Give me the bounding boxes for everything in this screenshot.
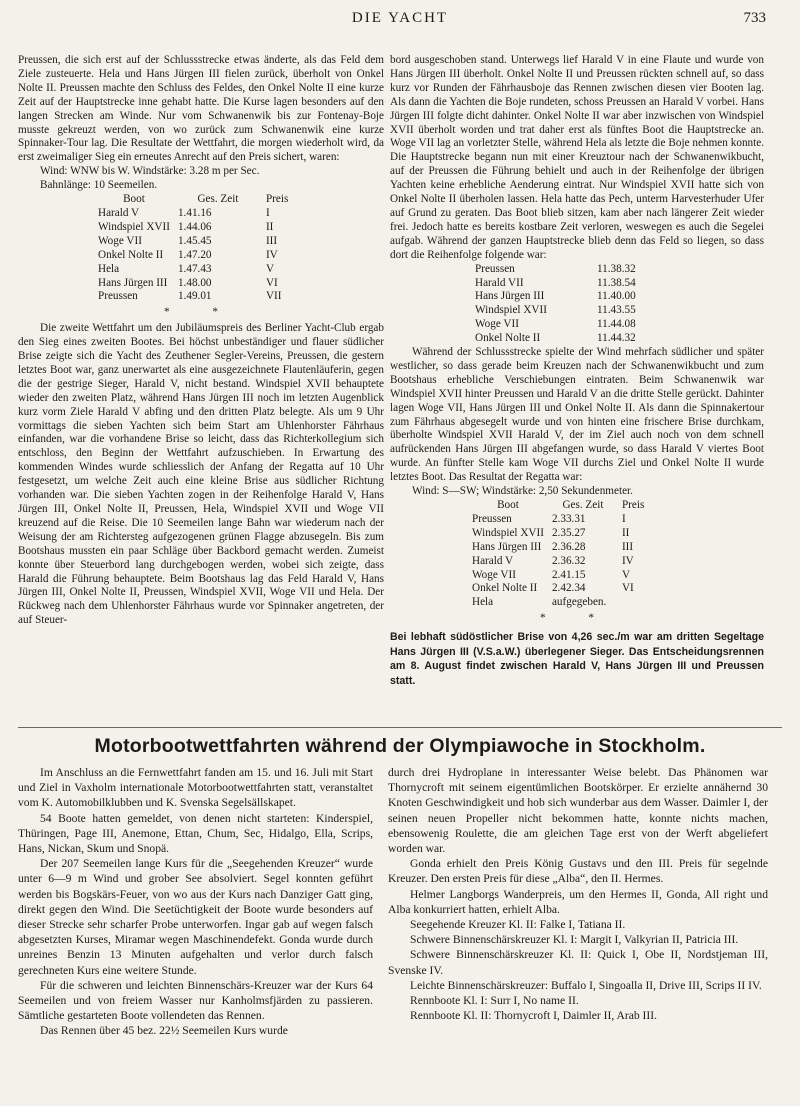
paragraph: Leichte Binnenschärskreuzer: Buffalo I, Singoalla II, Drive III, Scrips II IV.	[410, 978, 762, 992]
cell-prize: II	[265, 220, 274, 233]
cell-time: 1.49.01	[177, 290, 212, 303]
page-header	[0, 10, 800, 32]
paragraph: Das Rennen über 45 bez. 22½ Seemeilen Kurs wurde	[40, 1024, 288, 1038]
cell-time: 1.41.16	[177, 206, 212, 219]
paragraph: Der 207 Seemeilen lange Kurs für die „Seegehenden Kreuzer“ wurde unter 6—9 m Wind und grober See absolviert. Segel konnten geführt werden bis Bogskärs-Feuer, von wo aus der Kurs nach Danziger Gatt ging, direkt gegen den Wind. Die Seetüchtigkeit der Boote wurde besonders auf dieser Strecke sehr scharfer Probe unterworfen. Ingar gab auf wegen falsch abgesetzten Kurses, Miramar wegen Maschinendefekt. Gonda wurde durch unreines Benzin 13 Minuten aufgehalten und verlor durch falsch gerechneten Kurs eine weitere Stunde.	[18, 857, 373, 977]
table-row	[472, 596, 652, 610]
cell-boat: Hela	[472, 596, 494, 609]
cell-boat: Onkel Nolte II	[98, 248, 164, 261]
cell-boat: Preussen	[98, 290, 138, 303]
cell-time: 1.45.45	[177, 234, 212, 247]
cell-prize: VII	[265, 290, 282, 303]
cell-prize	[622, 596, 652, 610]
paragraph: Die zweite Wettfahrt um den Jubiläumspreis des Berliner Yacht-Club ergab den Sieg eines zweiten Bootes. Bei höchst unbeständiger und flauer südlicher Brise zeigte sich die Yacht des Zeuthener Segler-Vereins, Preussen, die gestern letztes Boot war, ganz unerwartet als eine ausgezeichnete Flautenläuferin, gegen die der gestrige Sieger, Harald V, nicht bestand. Windspiel XVII behauptete wieder den zweiten Platz, während Hans Jürgen III noch im letzten Augenblick kurz vorm Ziele Harald V abfing und den dritten Platz belegte. Als um 9 Uhr vormittags die sieben Yachten sich beim Start am Uhlenhorster Fährhaus einfanden, war die vorhandene Brise so leicht, dass das Richterkollegium sich entschloss, den Beginn der Wettfahrt aufzuschieben. In Erwartung des kommenden Windes wurde schliesslich der Anfang der Regatta auf 10 Uhr festgesetzt, um welche Zeit auch eine kleine Brise aus südlicher Richtung vorhanden war. Die sieben Yachten zogen in der Reihenfolge Harald V, Hans Jürgen III, Onkel Nolte II, Preussen, Hela, Windspiel XVII und Woge VII kreuzend auf die Reise. Die 10 Seemeilen lange Bahn war wiederum nach der Weisung der am Richtersteg aufgezogenen grünen Flagge abzusegeln. Bis zum Bootshaus mussten ein paar Schläge über Backbord gemacht werden. Zumeist konnte über Steuerbord lang durchgebogen werden, wobei sich zeigte, dass Harald die Führung behauptete. Beim Bootshaus lag das Feld Harald V, Hans Jürgen III, Onkel Nolte II, Preussen, Windspiel XVII, Woge VII und Hela. Der Rückweg nach dem Uhlenhorster Fährhaus wurde vor Spinnaker angetreten, der auf Steuer-	[18, 322, 384, 627]
cell-boat: Hans Jürgen III	[472, 540, 542, 553]
cell-boat: Onkel Nolte II	[472, 582, 538, 595]
cell-time: 11.43.55	[596, 304, 636, 317]
cell-time: 11.44.32	[596, 332, 636, 345]
wind-info: Wind: S—SW; Windstärke: 2,50 Sekundenmeter.	[412, 485, 633, 498]
table-row	[98, 249, 296, 263]
table-header-row	[98, 193, 296, 207]
cell-boat: Woge VII	[475, 318, 519, 331]
table-row	[98, 277, 296, 291]
cell-boat: Windspiel XVII	[98, 220, 170, 233]
table-header-row	[472, 499, 652, 513]
cell-prize: VI	[265, 276, 278, 289]
page-number: 733	[743, 10, 766, 26]
cell-time: 2.35.27	[551, 526, 586, 539]
article-title: Motorbootwettfahrten während der Olympiawoche in Stockholm.	[94, 735, 706, 757]
cell-time: 1.44.06	[177, 220, 212, 233]
column-top-right	[390, 54, 764, 688]
paragraph: Gonda erhielt den Preis König Gustavs und den III. Preis für segelnde Kreuzer. Den ersten Preis für diese „Alba“, den II. Hermes.	[388, 857, 768, 886]
paragraph: Rennboote Kl. I: Surr I, No name II.	[410, 994, 579, 1008]
table-row	[98, 290, 296, 304]
table-row	[98, 207, 296, 221]
cell-boat: Hans Jürgen III	[475, 290, 545, 303]
cell-boat: Harald V	[472, 554, 514, 567]
paragraph: 54 Boote hatten gemeldet, von denen nicht starteten: Kinderspiel, Thüringen, Page III, Anemone, Ettan, Chum, Sec, Hidalgo, Ella, Scrips, Hans, Nickan, Skum und Snopä.	[18, 811, 373, 856]
table-row	[98, 235, 296, 249]
journal-title: DIE YACHT	[351, 10, 449, 26]
col-head-time: Ges. Zeit	[562, 499, 604, 511]
cell-prize: II	[621, 526, 630, 539]
section-separator: * *	[164, 306, 238, 319]
cell-boat: Woge VII	[472, 568, 516, 581]
cell-boat: Harald V	[98, 206, 140, 219]
col-head-prize: Preis	[265, 193, 289, 206]
cell-prize: IV	[265, 248, 278, 261]
results-table-second-race	[472, 499, 652, 610]
table-row	[472, 527, 652, 541]
paragraph: Preussen, die sich erst auf der Schlussstrecke etwas änderte, als das Feld dem Ziele zusteuerte. Hela und Hans Jürgen III fielen zurück, überholt von Onkel Nolte II. Preussen machte den Schluss des Feldes, den Onkel Nolte II eine kurze Zeit auf der Hauptstrecke inne gehabt hatte. Die Kurse lagen besonders auf den langen Strecken am Winde. Nur vom Schwanenwik bis zur Fontenay-Boje musste gekreuzt werden, von wo zurück zum Schwanenwik eine kurze Spinnaker-Tour lag. Die Resultate der Wettfahrt, die morgen wiederholt wird, da erst zweimaliger Sieg ein erneutes Anrecht auf den Preis sichert, waren:	[18, 54, 384, 164]
cell-time: 2.36.32	[551, 554, 586, 567]
cell-boat: Preussen	[472, 512, 512, 525]
cell-boat: Hela	[98, 262, 120, 275]
cell-prize: V	[265, 262, 275, 275]
paragraph: durch drei Hydroplane in interessanter Weise belebt. Das Phänomen war Thornycroft mit seinem eigentümlichen Bootskörper. Er erzielte annähernd 30 Knoten Geschwindigkeit und hob sich wunderbar aus dem Wasser. Daimler I, der seinen neuen Propeller nicht bekommen hatte, konnte nichts machen, ebensowenig Roulette, die am gleichen Tage erst von der Werft abgeliefert worden war.	[388, 766, 768, 856]
cell-prize: V	[621, 568, 631, 581]
divider	[18, 727, 782, 728]
table-row	[472, 541, 652, 555]
table-row	[98, 221, 296, 235]
section-separator: * *	[540, 612, 614, 625]
paragraph: Für die schweren und leichten Binnenschärs-Kreuzer war der Kurs 64 Seemeilen und von freiem Wasser nur Kanholmsfjärden zu passieren. Sämtliche gestarteten Boote vollendeten das Rennen.	[18, 978, 373, 1023]
paragraph: Schwere Binnenschärskreuzer Kl. II: Quick I, Obe II, Nordstjeman III, Svenske IV.	[388, 948, 768, 977]
cell-time: 2.41.15	[551, 568, 586, 581]
cell-time: 2.33.31	[551, 512, 586, 525]
table-row	[472, 569, 652, 583]
cell-boat: Hans Jürgen III	[98, 276, 168, 289]
paragraph: Im Anschluss an die Fernwettfahrt fanden am 15. und 16. Juli mit Start und Ziel in Vaxholm internationale Motorbootwettfahrten statt, veranstaltet vom K. Automobilklubben und K. Svenska Segelsällskapet.	[18, 766, 373, 810]
cell-time: 1.47.43	[177, 262, 212, 275]
cell-prize: III	[265, 234, 278, 247]
cell-time: 11.40.00	[596, 290, 636, 303]
cell-boat: Windspiel XVII	[475, 304, 547, 317]
cell-boat: Windspiel XVII	[472, 526, 544, 539]
col-head-time: Ges. Zeit	[197, 193, 239, 206]
cell-time: 11.38.54	[596, 276, 636, 289]
column-bottom-left	[18, 765, 373, 1039]
cell-time: 11.38.32	[596, 262, 636, 275]
wind-info: Wind: WNW bis W. Windstärke: 3.28 m per Sec.	[40, 165, 260, 178]
cell-prize: I	[621, 512, 626, 525]
col-head-prize: Preis	[621, 499, 645, 511]
cell-time: 1.48.00	[177, 276, 212, 289]
paragraph: Schwere Binnenschärskreuzer Kl. I: Margit I, Valkyrian II, Patricia III.	[410, 933, 739, 947]
table-row	[472, 555, 652, 569]
cell-prize: IV	[621, 554, 634, 567]
paragraph: Während der Schlussstrecke spielte der Wind mehrfach südlicher und später westlicher, so dass gerade beim Kreuzen nach der Schwanenwikbucht und zum Bootshaus erhebliche Verschiebungen eintraten. Beim Schwanenwik war Windspiel XVII hinter Preussen und Harald V an die dritte Stelle gerückt. Dahinter lagen Woge VII, Hans Jürgen III und Onkel Nolte II. Als dann die Spinnakertour zum Fährhaus abgesegelt wurde und von hinten eine frischere Brise durchkam, überholte Windspiel XVII Harald V, der im Ziel auch noch von dem schnell aufrückenden Hans Jürgen III abgefangen wurde, so dass Harald V viertes Boot wurde. An fünfter Stelle kam Woge VII durchs Ziel und Onkel Nolte II wurde letztes Boot. Das Resultat der Regatta war:	[390, 346, 764, 484]
cell-boat: Harald VII	[475, 276, 524, 289]
cell-boat: Onkel Nolte II	[475, 332, 541, 345]
cell-time: 1.47.20	[177, 248, 212, 261]
cell-prize: III	[621, 540, 634, 553]
col-head-boat: Boot	[497, 499, 519, 511]
cell-time: 2.36.28	[551, 540, 586, 553]
table-row	[475, 263, 686, 277]
cell-time: 11.44.08	[596, 318, 636, 331]
cell-boat: Woge VII	[98, 234, 142, 247]
column-top-left	[18, 54, 384, 628]
table-row	[472, 513, 652, 527]
cell-prize: VI	[621, 582, 634, 595]
results-table-first-race	[98, 193, 296, 304]
cell-time: aufgegeben.	[551, 596, 607, 609]
order-table-main-course	[475, 263, 686, 346]
table-row	[475, 318, 686, 332]
column-bottom-right	[388, 765, 768, 1023]
paragraph: Rennboote Kl. II: Thornycroft I, Daimler II, Arab III.	[410, 1009, 658, 1023]
table-row	[475, 277, 686, 291]
paragraph: Seegehende Kreuzer Kl. II: Falke I, Tatiana II.	[410, 918, 626, 932]
table-row	[475, 304, 686, 318]
bold-note: Bei lebhaft südöstlicher Brise von 4,26 sec./m war am dritten Segeltage Hans Jürgen III (V.S.a.W.) überlegener Sieger. Das Entscheidungsrennen am 8. August findet zwischen Harald V, Hans Jürgen III und Preussen statt.	[390, 631, 764, 687]
cell-prize: I	[265, 206, 270, 219]
course-length: Bahnlänge: 10 Seemeilen.	[40, 179, 158, 192]
col-head-boat: Boot	[123, 193, 145, 206]
cell-boat: Preussen	[475, 262, 515, 275]
table-row	[472, 582, 652, 596]
cell-time: 2.42.34	[551, 582, 586, 595]
table-row	[98, 263, 296, 277]
paragraph: bord ausgeschoben stand. Unterwegs lief Harald V in eine Flaute und wurde von Hans Jürgen III überholt. Onkel Nolte II und Preussen rückten schnell auf, so dass kurz vor Runden der Fährhausboje das Rennen zwischen diesen vier Booten lag. Als dann die Yachten die Boje rundeten, schoss Preussen an Harald V vorbei. Hans Jürgen III folgte dicht dahinter. Onkel Nolte II war aber inzwischen von Windspiel XVII überholt worden und trat daher erst als fünftes Boot die Hauptstrecke an. Woge VII lag an vorletzter Stelle, während Hela als letzte die Boje nehmen konnte. Die Hauptstrecke begann nun mit einer Kreuztour nach der Schwanenwikbucht, auf der Preussen die Führung behielt und auch in der Reihenfolge der übrigen Yachten keine erhebliche Aenderung eintrat. Nur Windspiel XVII hatte sich von Onkel Nolte II überholen lassen. Hela hatte das Pech, unterm Harvesterhuder Ufer auf Grund zu geraten. Das Boot blieb sitzen, kam aber nach längerer Zeit wieder frei. Jedoch hatte es bereits kostbare Zeit verloren, weswegen es auch die Segelei aufgab. Während der ganzen Hauptstrecke blieb denn das Feld so liegen, so dass dort die Reihenfolge folgende war:	[390, 54, 764, 261]
paragraph: Helmer Langborgs Wanderpreis, um den Hermes II, Gonda, All right und Alba konkurriert hatten, erhielt Alba.	[388, 887, 768, 916]
table-row	[475, 290, 686, 304]
table-row	[475, 332, 686, 346]
